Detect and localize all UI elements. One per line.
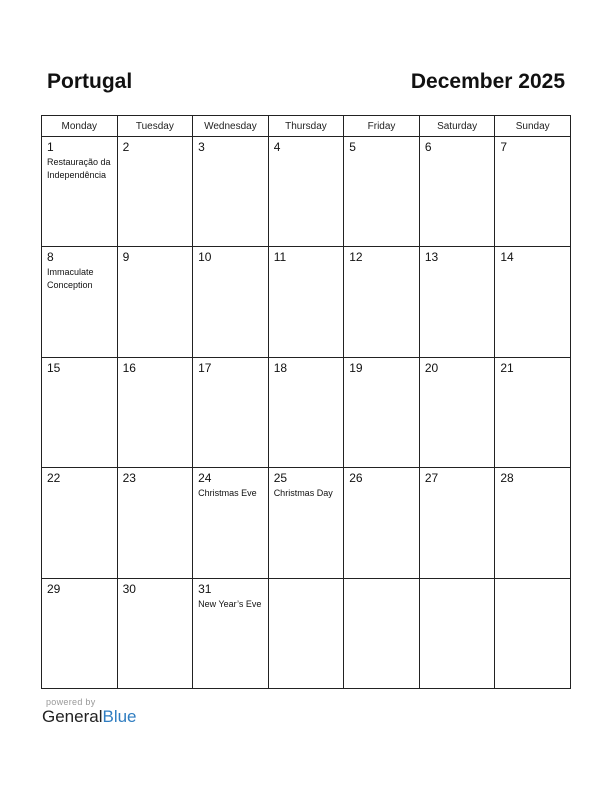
- week-row: [42, 578, 571, 688]
- day-cell: [193, 578, 269, 688]
- day-number: 4: [273, 140, 281, 154]
- day-cell: [42, 137, 118, 247]
- day-number: 2: [122, 140, 130, 154]
- day-number: 13: [424, 250, 439, 265]
- holiday-label: Restauração da Independência: [47, 157, 111, 180]
- day-number: 28: [500, 471, 514, 486]
- week-row: [42, 247, 571, 357]
- brand-blue: Blue: [102, 707, 137, 726]
- day-number: 19: [349, 360, 363, 375]
- day-number: 16: [122, 360, 136, 375]
- day-number: 20: [424, 360, 439, 375]
- weekday-friday: Friday: [344, 116, 420, 137]
- day-number: 10: [198, 250, 212, 265]
- country-title: Portugal: [47, 70, 133, 93]
- day-number: 8: [47, 250, 54, 265]
- day-number: 22: [47, 471, 61, 486]
- day-number: 12: [349, 250, 363, 265]
- holiday-label: Christmas Eve: [198, 488, 257, 499]
- day-cell: [42, 247, 118, 357]
- day-cell: [42, 357, 118, 467]
- week-row: [42, 468, 571, 578]
- holiday-label: New Year’s Eve: [198, 598, 262, 609]
- day-cell: [495, 468, 571, 578]
- day-number: 1: [47, 140, 54, 154]
- day-cell: [268, 357, 344, 467]
- day-number: 15: [47, 360, 61, 375]
- day-cell: [495, 247, 571, 357]
- day-cell: [419, 247, 495, 357]
- day-number: 31: [198, 581, 212, 596]
- day-cell: [268, 468, 344, 578]
- day-number: 29: [47, 581, 61, 596]
- day-cell: [193, 137, 269, 247]
- weekday-tuesday: Tuesday: [117, 116, 193, 137]
- day-cell: [117, 578, 193, 688]
- week-row: [42, 357, 571, 467]
- generalblue-logo[interactable]: [42, 707, 137, 727]
- day-cell-empty: [495, 578, 571, 688]
- day-cell: [495, 137, 571, 247]
- day-cell: [495, 357, 571, 467]
- day-cell-empty: [344, 578, 420, 688]
- holiday-label: Immaculate Conception: [47, 267, 94, 291]
- week-row: [42, 137, 571, 247]
- day-cell: [193, 468, 269, 578]
- day-number: 30: [122, 581, 136, 596]
- month-year-title: December 2025: [410, 70, 565, 93]
- day-number: 18: [273, 360, 288, 375]
- day-number: 26: [349, 471, 363, 486]
- day-cell: [193, 247, 269, 357]
- day-number: 6: [424, 140, 432, 154]
- day-number: 17: [198, 360, 212, 375]
- day-cell: [419, 137, 495, 247]
- weekday-wednesday: Wednesday: [193, 116, 269, 137]
- day-number: 14: [500, 250, 514, 265]
- day-number: 3: [198, 140, 205, 154]
- day-number: 11: [273, 250, 287, 265]
- day-cell: [344, 137, 420, 247]
- brand-general: General: [42, 707, 103, 726]
- day-cell: [117, 137, 193, 247]
- day-number: 24: [198, 471, 212, 486]
- weekday-sunday: Sunday: [495, 116, 571, 137]
- day-cell: [268, 137, 344, 247]
- holiday-label: Christmas Day: [273, 488, 333, 499]
- day-cell: [344, 357, 420, 467]
- day-cell: [193, 357, 269, 467]
- day-cell-empty: [419, 578, 495, 688]
- day-number: 9: [122, 250, 130, 265]
- day-cell: [117, 357, 193, 467]
- day-number: 23: [122, 471, 136, 486]
- day-cell: [117, 468, 193, 578]
- day-cell: [42, 578, 118, 688]
- day-cell: [419, 468, 495, 578]
- day-cell: [344, 247, 420, 357]
- day-cell: [268, 247, 344, 357]
- day-cell-empty: [268, 578, 344, 688]
- weekday-saturday: Saturday: [419, 116, 495, 137]
- calendar-grid: [41, 115, 571, 689]
- day-cell: [344, 468, 420, 578]
- day-number: 21: [500, 360, 514, 375]
- weekday-header-row: [42, 116, 571, 137]
- day-cell: [42, 468, 118, 578]
- day-cell: [117, 247, 193, 357]
- day-number: 5: [349, 140, 356, 154]
- powered-by-text: powered by: [46, 697, 96, 707]
- weekday-thursday: Thursday: [268, 116, 344, 137]
- weekday-monday: Monday: [42, 116, 118, 137]
- day-number: 25: [273, 471, 288, 486]
- day-number: 27: [424, 471, 439, 486]
- day-cell: [419, 357, 495, 467]
- day-number: 7: [500, 140, 508, 154]
